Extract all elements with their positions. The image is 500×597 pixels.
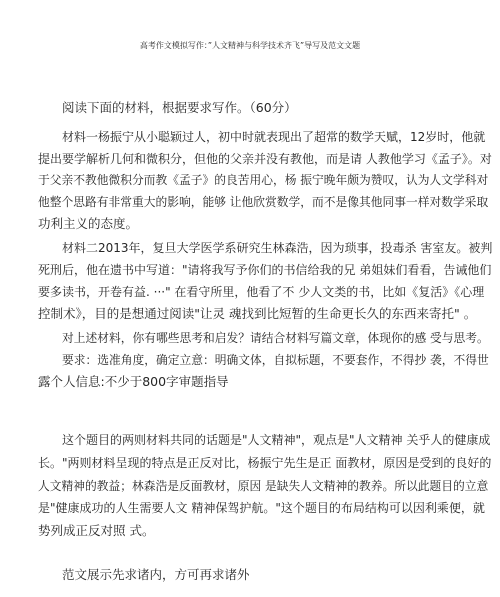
text-line: 阅读下面的材料，根据要求写作。（60分） (62, 100, 297, 115)
text-line: 人文精神的教益；林森浩是反面教材，原因 是缺失人文精神的教养。所以此题目的立意 (38, 479, 489, 493)
text-line: 露个人信息:不少于800字审题指导 (38, 374, 229, 389)
text-line: 这个题目的两则材料共同的话题是"人文精神"，观点是"人文精神 关乎人的健康成 (62, 433, 491, 447)
text-line: 功利主义的态度。 (38, 216, 139, 231)
text-line: 对上述材料，你有哪些思考和启发？请结合材料写篇文章，体现你的感 受与思考。 (62, 331, 489, 345)
text-line: 范文展示先求诸内，方可再求诸外 (62, 567, 250, 582)
text-line: 势列成正反对照 式。 (38, 523, 155, 538)
text-line: 死刑后，他在遗书中写道："请将我写予你们的书信给我的兄 弟姐妹们看看，告诫他们 (38, 263, 492, 277)
document-title: 高考作文模拟写作：”人文精神与科学技术齐飞”导写及范文文题 (139, 41, 361, 50)
text-line: 长。"两则材料呈现的特点是正反对比，杨振宁先生是正 面教材，原因是受到的良好的 (38, 456, 492, 470)
text-line: 于父亲不教他微积分而教《孟子》的良苦用心，杨 振宁晚年颇为赞叹，认为人文学科对 (38, 173, 489, 187)
text-line: 控制术》，目的是想通过阅读"让灵 魂找到比短暂的生命更长久的东西来寄托" 。 (38, 306, 477, 321)
text-line: 是"健康成功的人生需要人文 精神保驾护航。"这个题目的布局结构可以因利乘便，就 (38, 501, 485, 515)
text-line: 材料二2013年，复旦大学医学系研究生林森浩，因为琐事，投毒杀 害室友。被判 (62, 241, 493, 255)
text-line: 提出要学解析几何和微积分，但他的父亲并没有教他，而是请 人教他学习《孟子》。对 (38, 152, 492, 166)
text-line: 要求：选准角度，确定立意：明确文体，自拟标题，不要套作，不得抄 袭，不得世 (62, 353, 489, 367)
text-line: 他整个思路有非常重大的影响，能够 让他欣赏数学，而不是像其他同事一样对数学采取 (38, 195, 489, 209)
text-line: 要多读书，开卷有益. ···" 在看守所里，他看了不 少人文类的书，比如《复活》《心理 (38, 285, 485, 299)
text-line: 材料一杨振宁从小聪颖过人，初中时就表现出了超常的数学天赋，12岁时，他就 (62, 130, 486, 144)
